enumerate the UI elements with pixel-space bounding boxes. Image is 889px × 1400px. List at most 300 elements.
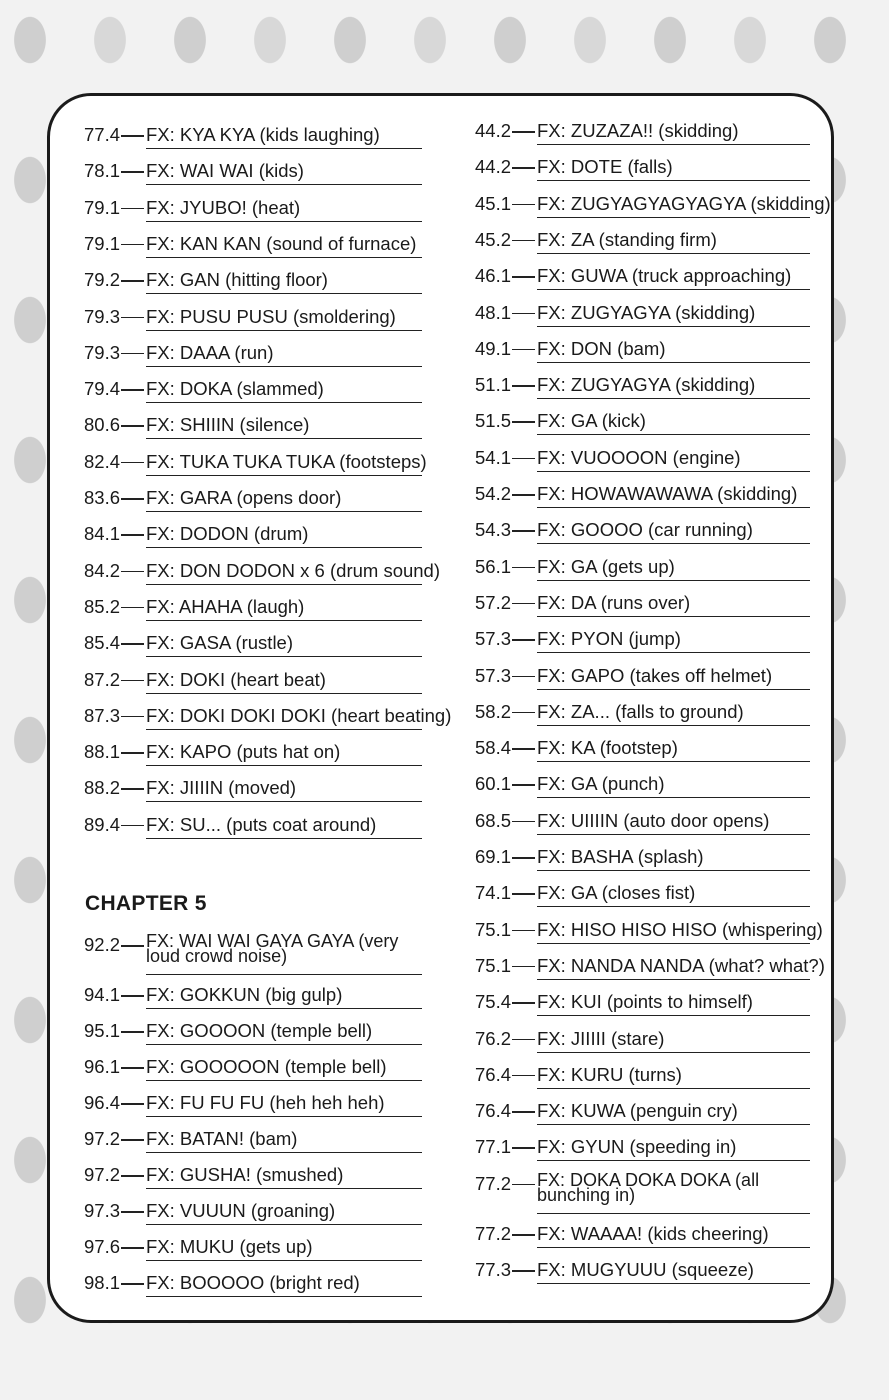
dash-separator [512,204,535,206]
sfx-underline [537,156,810,181]
dash-separator [121,995,144,997]
sfx-underline [537,483,810,508]
page-panel-number: 57.3 [475,664,512,686]
sfx-underline [146,197,422,222]
page-panel-number: 44.2 [475,120,512,141]
page-panel-number: 51.1 [475,374,512,396]
sfx-entry [475,554,810,584]
page-panel-number: 85.4 [84,632,121,654]
page-panel-number: 51.5 [475,410,512,432]
page-panel-number: 79.4 [84,378,121,400]
sfx-entry [84,594,422,624]
sfx-underline [537,810,810,835]
sfx-underline [146,814,422,839]
page-panel-number: 54.2 [475,483,512,504]
sfx-description: FX: DA (runs over) [537,591,691,613]
sfx-description: FX: GA (punch) [537,773,665,795]
sfx-description: FX: GUSHA! (smushed) [146,1164,344,1185]
sfx-entry [84,1162,422,1192]
page-panel-number: 44.2 [475,156,512,178]
sfx-description: FX: VUOOOON (engine) [537,446,741,468]
sfx-description: FX: BATAN! (bam) [146,1128,298,1149]
sfx-description: FX: ZA... (falls to ground) [537,700,744,722]
page-panel-number: 79.3 [84,341,121,363]
sfx-underline [537,447,810,472]
sfx-description: FX: AHAHA (laugh) [146,595,305,617]
sfx-description: FX: SU... (puts coat around) [146,813,377,835]
page-panel-number: 77.2 [475,1223,512,1244]
sfx-description: FX: JIIIII (stare) [537,1027,665,1049]
sfx-entry [84,739,422,769]
sfx-entry [475,191,831,221]
sfx-entry [84,931,422,966]
page-panel-number: 84.2 [84,559,121,581]
sfx-entry [475,408,810,438]
sfx-description: FX: ZUGYAGYA (skidding) [537,301,756,323]
sfx-description: FX: WAAAA! (kids cheering) [537,1223,769,1244]
dash-separator [121,607,144,609]
page-panel-number: 68.5 [475,809,512,831]
sfx-underline [146,1092,422,1117]
page-panel-number: 57.3 [475,628,512,650]
sfx-underline [537,918,823,944]
sfx-description: FX: GARA (opens door) [146,487,342,508]
sfx-entry [84,1234,422,1264]
dash-separator [121,1211,144,1213]
page-panel-number: 79.1 [84,196,121,218]
page-panel-number: 98.1 [84,1272,121,1293]
sfx-description: FX: DON DODON x 6 (drum sound) [146,559,441,581]
sfx-underline [146,777,422,802]
sfx-entry [475,844,810,874]
sfx-description: FX: GYUN (speeding in) [537,1136,737,1158]
dash-separator [121,716,144,718]
sfx-description: FX: GA (closes fist) [537,882,696,904]
page-panel-number: 58.2 [475,700,512,722]
dash-separator [512,639,535,641]
dash-separator [512,1111,535,1113]
sfx-entry [84,158,422,188]
sfx-entry [84,703,452,733]
sfx-entry [84,412,422,442]
sfx-description: FX: NANDA NANDA (what? what?) [537,954,825,976]
sfx-underline [537,846,810,871]
sfx-entry [475,989,810,1019]
sfx-description: FX: ZUGYAGYA (skidding) [537,374,756,396]
sfx-entry [475,1257,810,1287]
sfx-entry [475,372,810,402]
sfx-underline [537,410,810,435]
sfx-underline [146,984,422,1009]
sfx-entry [84,340,422,370]
page-panel-number: 74.1 [475,882,512,904]
page-panel-number: 78.1 [84,160,121,182]
sfx-underline [537,628,810,653]
dash-separator [512,313,535,315]
page-panel-number: 85.2 [84,595,121,617]
dash-separator [121,244,144,246]
sfx-underline [537,1028,810,1053]
sfx-description: FX: DAAA (run) [146,341,274,363]
sfx-underline [146,1164,422,1189]
sfx-description: FX: GA (gets up) [537,555,675,577]
sfx-entry [475,880,810,910]
dash-separator [121,1103,144,1105]
sfx-entry [475,1026,810,1056]
sfx-entry [475,735,810,765]
page-panel-number: 58.4 [475,737,512,759]
sfx-entry [84,485,422,515]
sfx-underline [146,559,441,585]
sfx-entry [84,1018,422,1048]
dash-separator [121,680,144,682]
sfx-underline [146,596,422,621]
sfx-description: FX: GASA (rustle) [146,632,294,654]
sfx-entry [475,118,810,148]
sfx-underline [537,1064,810,1089]
page-panel-number: 54.3 [475,519,512,541]
sfx-entry [475,771,810,801]
sfx-description: FX: DODON (drum) [146,523,309,545]
sfx-underline [146,669,422,694]
dash-separator [512,458,535,460]
sfx-description: FX: HISO HISO HISO (whispering) [537,918,823,940]
sfx-underline [537,229,810,254]
dash-separator [121,1283,144,1285]
sfx-description: FX: JIIIIN (moved) [146,777,297,799]
sfx-entry [84,775,422,805]
dash-separator [512,1075,535,1077]
sfx-entry [475,445,810,475]
sfx-description: FX: GOOOON (temple bell) [146,1020,373,1041]
sfx-underline [537,665,810,690]
page-panel-number: 97.2 [84,1164,121,1185]
page-panel-number: 48.1 [475,301,512,323]
sfx-underline [537,737,810,762]
page-panel-number: 56.1 [475,555,512,577]
sfx-entry [84,195,422,225]
sfx-entry [84,449,427,479]
dash-separator [512,1270,535,1272]
sfx-underline [146,1020,422,1045]
dash-separator [121,425,144,427]
sfx-description: FX: MUKU (gets up) [146,1236,313,1257]
sfx-description: FX: DON (bam) [537,337,666,359]
page-panel-number: 79.3 [84,305,121,327]
dash-separator [512,930,535,932]
page-panel-number: 45.1 [475,192,512,214]
sfx-description: FX: ZUZAZA!! (skidding) [537,120,739,141]
dash-separator [512,530,535,532]
sfx-underline [146,450,427,476]
dash-separator [512,821,535,823]
dash-separator [512,1147,535,1149]
sfx-entry [84,267,422,297]
sfx-entry [475,227,810,257]
page-panel-number: 76.2 [475,1027,512,1049]
sfx-description: FX: PUSU PUSU (smoldering) [146,305,396,327]
dash-separator [512,676,535,678]
sfx-underline [537,374,810,399]
dash-separator [121,1031,144,1033]
sfx-underline [146,1272,422,1297]
sfx-underline [537,338,810,363]
dash-separator [121,208,144,210]
sfx-underline [146,931,422,975]
page-panel-number: 83.6 [84,487,121,508]
sfx-description: FX: DOKA (slammed) [146,378,324,400]
sfx-description: FX: KUI (points to himself) [537,991,753,1013]
dash-separator [121,1139,144,1141]
page-panel-number: 87.2 [84,668,121,690]
page-panel-number: 57.2 [475,591,512,613]
sfx-description: FX: WAI WAI GAYA GAYA (very loud crowd noise) [146,931,399,966]
sfx-entry [475,1221,810,1251]
sfx-description: FX: ZA (standing firm) [537,228,717,250]
sfx-underline [146,1056,422,1081]
dash-separator [512,385,535,387]
sfx-underline [537,120,810,145]
page-panel-number: 97.2 [84,1128,121,1149]
page-panel-number: 75.4 [475,991,512,1013]
sfx-description: FX: KURU (turns) [537,1063,682,1085]
sfx-underline [146,160,422,185]
dash-separator [512,567,535,569]
page-panel-number: 76.4 [475,1063,512,1085]
sfx-entry [84,667,422,697]
sfx-entry [475,154,810,184]
dash-separator [121,389,144,391]
sfx-entry [84,521,422,551]
sfx-entry [475,663,810,693]
sfx-underline [537,991,810,1016]
sfx-underline [146,523,422,548]
sfx-entry [475,953,825,983]
sfx-entry [84,304,422,334]
sfx-entry [475,263,810,293]
dash-separator [121,945,144,947]
page-panel-number: 77.2 [475,1172,512,1194]
sfx-entry [84,231,422,261]
page-panel-number: 46.1 [475,265,512,287]
dash-separator [121,280,144,282]
sfx-entry [475,1134,810,1164]
sfx-underline [146,269,422,294]
page-panel-number: 96.1 [84,1056,121,1077]
dash-separator [512,1039,535,1041]
sfx-description: FX: KAN KAN (sound of furnace) [146,232,417,254]
sfx-underline [537,519,810,544]
dash-separator [121,317,144,319]
sfx-entry [84,1198,422,1228]
sfx-description: FX: MUGYUUU (squeeze) [537,1259,754,1281]
sfx-underline [146,342,422,367]
sfx-description: FX: TUKA TUKA TUKA (footsteps) [146,450,427,472]
sfx-entry [84,1054,422,1084]
sfx-underline [537,773,810,798]
page-panel-number: 79.1 [84,232,121,254]
page-panel-number: 96.4 [84,1092,121,1113]
dash-separator [121,788,144,790]
sfx-entry [475,699,810,729]
sfx-underline [537,1136,810,1161]
dash-separator [512,167,535,169]
sfx-entry [84,1126,422,1156]
dash-separator [121,353,144,355]
sfx-underline [146,306,422,331]
page-panel-number: 69.1 [475,846,512,867]
chapter-heading: CHAPTER 5 [85,892,207,915]
sfx-entry [84,558,441,588]
dash-separator [512,1002,535,1004]
sfx-entry [475,517,810,547]
page-panel-number: 97.3 [84,1200,121,1221]
sfx-entry [475,481,810,511]
sfx-entry [475,1098,810,1128]
dash-separator [512,893,535,895]
sfx-underline [537,302,810,327]
sfx-underline [146,1236,422,1261]
sfx-underline [146,414,422,439]
page-panel-number: 45.2 [475,228,512,250]
sfx-underline [146,233,422,258]
dash-separator [121,571,144,573]
dash-separator [512,349,535,351]
dash-separator [121,1247,144,1249]
sfx-underline [537,265,810,290]
dash-separator [512,494,535,496]
dash-separator [512,712,535,714]
dash-separator [512,421,535,423]
dash-separator [512,748,535,750]
page-panel-number: 88.1 [84,741,121,763]
dash-separator [512,276,535,278]
sfx-description: FX: VUUUN (groaning) [146,1200,336,1221]
dash-separator [121,171,144,173]
dash-separator [512,1234,535,1236]
sfx-underline [537,592,810,617]
page-panel-number: 92.2 [84,934,121,955]
sfx-entry [84,122,422,152]
page-panel-number: 60.1 [475,773,512,795]
dash-separator [121,498,144,500]
sfx-description: FX: BASHA (splash) [537,846,704,867]
sfx-underline [146,124,422,149]
dash-separator [121,752,144,754]
sfx-underline [146,704,452,730]
sfx-underline [537,556,810,581]
dash-separator [121,135,144,137]
dash-separator [512,603,535,605]
dash-separator [512,240,535,242]
sfx-underline [537,192,831,218]
page-panel-number: 75.1 [475,918,512,940]
page-panel-number: 89.4 [84,813,121,835]
sfx-description: FX: GOOOOON (temple bell) [146,1056,387,1077]
page-panel-number: 88.2 [84,777,121,799]
sfx-description: FX: WAI WAI (kids) [146,160,304,182]
sfx-entry [84,630,422,660]
sfx-description: FX: DOKA DOKA DOKA (all bunching in) [537,1169,760,1205]
sfx-description: FX: FU FU FU (heh heh heh) [146,1092,385,1113]
dash-separator [121,825,144,827]
page-panel-number: 80.6 [84,414,121,436]
dash-separator [512,1184,535,1186]
page-panel-number: 82.4 [84,450,121,472]
sfx-description: FX: SHIIIN (silence) [146,414,310,436]
sfx-underline [146,487,422,512]
sfx-description: FX: KAPO (puts hat on) [146,741,341,763]
sfx-description: FX: JYUBO! (heat) [146,196,301,218]
page-panel-number: 79.2 [84,269,121,291]
page-panel-number: 77.4 [84,124,121,145]
sfx-description: FX: DOKI (heart beat) [146,668,326,690]
sfx-entry [475,1062,810,1092]
sfx-description: FX: DOTE (falls) [537,156,673,178]
sfx-entry [475,626,810,656]
page-panel-number: 87.3 [84,704,121,726]
dash-separator [121,462,144,464]
page-panel-number: 76.4 [475,1100,512,1122]
sfx-underline [537,701,810,726]
sfx-underline [146,1200,422,1225]
sfx-description: FX: HOWAWAWAWA (skidding) [537,483,798,504]
sfx-description: FX: KYA KYA (kids laughing) [146,124,380,145]
page-panel-number: 77.3 [475,1259,512,1281]
sfx-description: FX: DOKI DOKI DOKI (heart beating) [146,704,452,726]
dash-separator [512,784,535,786]
sfx-description: FX: PYON (jump) [537,628,681,650]
dash-separator [121,1067,144,1069]
sfx-entry [84,812,422,842]
sfx-description: FX: GAN (hitting floor) [146,269,328,291]
sfx-underline [537,1100,810,1125]
sfx-description: FX: GUWA (truck approaching) [537,265,792,287]
dash-separator [121,534,144,536]
sfx-description: FX: GA (kick) [537,410,646,432]
page-panel-number: 75.1 [475,954,512,976]
dash-separator [512,857,535,859]
page-panel-number: 95.1 [84,1020,121,1041]
sfx-description: FX: KUWA (penguin cry) [537,1100,738,1122]
sfx-entry [475,808,810,838]
sfx-underline [146,741,422,766]
page-panel-number: 49.1 [475,337,512,359]
glossary-panel [47,93,834,1323]
sfx-entry [475,917,823,947]
sfx-description: FX: UIIIIN (auto door opens) [537,809,770,831]
sfx-entry [84,1270,422,1300]
sfx-entry [475,1169,810,1205]
dash-separator [512,131,535,133]
sfx-description: FX: KA (footstep) [537,737,678,759]
sfx-underline [537,1223,810,1248]
sfx-underline [146,1128,422,1153]
dash-separator [121,643,144,645]
sfx-entry [84,982,422,1012]
dash-separator [512,966,535,968]
dash-separator [121,1175,144,1177]
page-panel-number: 54.1 [475,446,512,468]
sfx-description: FX: GAPO (takes off helmet) [537,664,773,686]
sfx-underline [537,882,810,907]
sfx-description: FX: GOKKUN (big gulp) [146,984,343,1005]
page-panel-number: 77.1 [475,1136,512,1158]
page-panel-number: 97.6 [84,1236,121,1257]
sfx-underline [537,954,825,980]
page-panel-number: 84.1 [84,523,121,545]
page-panel-number: 94.1 [84,984,121,1005]
